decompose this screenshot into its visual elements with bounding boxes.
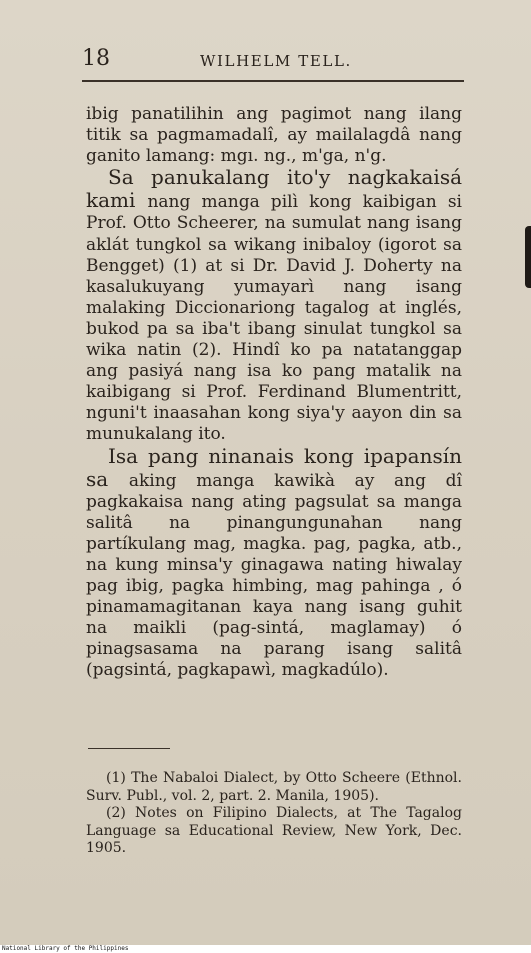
- body-line: isang aklát tungkol sa wikang inibaloy: [86, 213, 462, 255]
- footnote-2: (2) Notes on Filipino Dialects, at The Tagalog Language sa Educational Review, New York, Dec. 1905.: [86, 805, 462, 857]
- body-line: Isa pang ninanais kong ipapansín sa: [86, 443, 462, 491]
- body-line: pang matalik na kaibigang si Prof. Fer: [86, 361, 462, 403]
- page-header: [82, 46, 462, 70]
- footnote-1: (1) The Nabaloi Dialect, by Otto Scheere (Ethnol. Surv. Publ., vol. 2, part. 2. Manila, 1905).: [86, 770, 462, 804]
- body-line: kulang mag, magka. pag, pagka, atb.,: [127, 533, 462, 554]
- body-line: nang manga pilì kong kaibigan si: [147, 192, 462, 213]
- paragraph-1: [86, 104, 462, 167]
- scan-credit: National Library of the Philippines: [0, 945, 531, 953]
- body-line: titik sa pagmamadalî, ay mailalagdâ: [86, 125, 420, 146]
- page-edge-mark: [525, 226, 531, 288]
- body-line: walay pag ibig, pagka himbing, mag: [86, 554, 462, 597]
- body-line: isang guhit na maikli (pag-sintá, mag: [86, 597, 462, 639]
- body-line: nang isang malaking Diccionariong ta: [86, 276, 463, 318]
- body-line: kong siya'y aayon din sa munukalang ito.: [86, 403, 462, 445]
- body-line: na kung minsa'y ginagawa nating hi: [86, 554, 413, 575]
- body-line: Sa panukalang ito'y nagkakaisá kami: [86, 165, 462, 213]
- body-line: sinulat tungkol sa wika natin (2). Hindî: [86, 318, 463, 361]
- running-title: WILHELM TELL.: [200, 52, 352, 70]
- body-line: pahinga , ó pinamamagitanan kaya nang: [86, 576, 462, 618]
- body-line: dinand Blumentritt, nguni't inaasahan: [86, 382, 463, 424]
- body-line: kakaisa nang ating pagsulat sa manga: [117, 491, 462, 512]
- body-line: lamay) ó pinagsasama na parang isang: [86, 618, 462, 660]
- paragraph-2: [86, 167, 462, 445]
- body-line: aking manga kawikà ay ang dî pag: [86, 470, 463, 512]
- footnotes: [86, 770, 462, 858]
- body-line: J. Doherty na kasalukuyang yumayarì: [86, 255, 463, 297]
- body-line: Prof. Otto Scheerer, na sumulat nang: [86, 213, 416, 234]
- paragraph-3: [86, 443, 463, 682]
- body-line: salitâ na pinangungunahan nang partí: [86, 512, 462, 554]
- body-line: ko pa natatanggap ang pasiyá nang isa ko: [86, 340, 462, 382]
- page-number: 18: [82, 46, 110, 71]
- body-text: [86, 104, 462, 682]
- header-rule: [82, 80, 464, 82]
- body-line: salitâ (pagsintá, pagkapawì, magkadúlo).: [86, 639, 462, 681]
- footnote-rule: [88, 748, 170, 749]
- body-line: nang ganito lamang: mgı. ng., m'ga, n'g.: [86, 125, 462, 167]
- body-line: galog at inglés, bukod pa sa iba't ibang: [86, 297, 462, 339]
- body-line: (igorot sa Bengget) (1) at si Dr. David: [86, 234, 462, 276]
- body-line: ibig panatilihin ang pagimot nang ilang: [86, 104, 462, 124]
